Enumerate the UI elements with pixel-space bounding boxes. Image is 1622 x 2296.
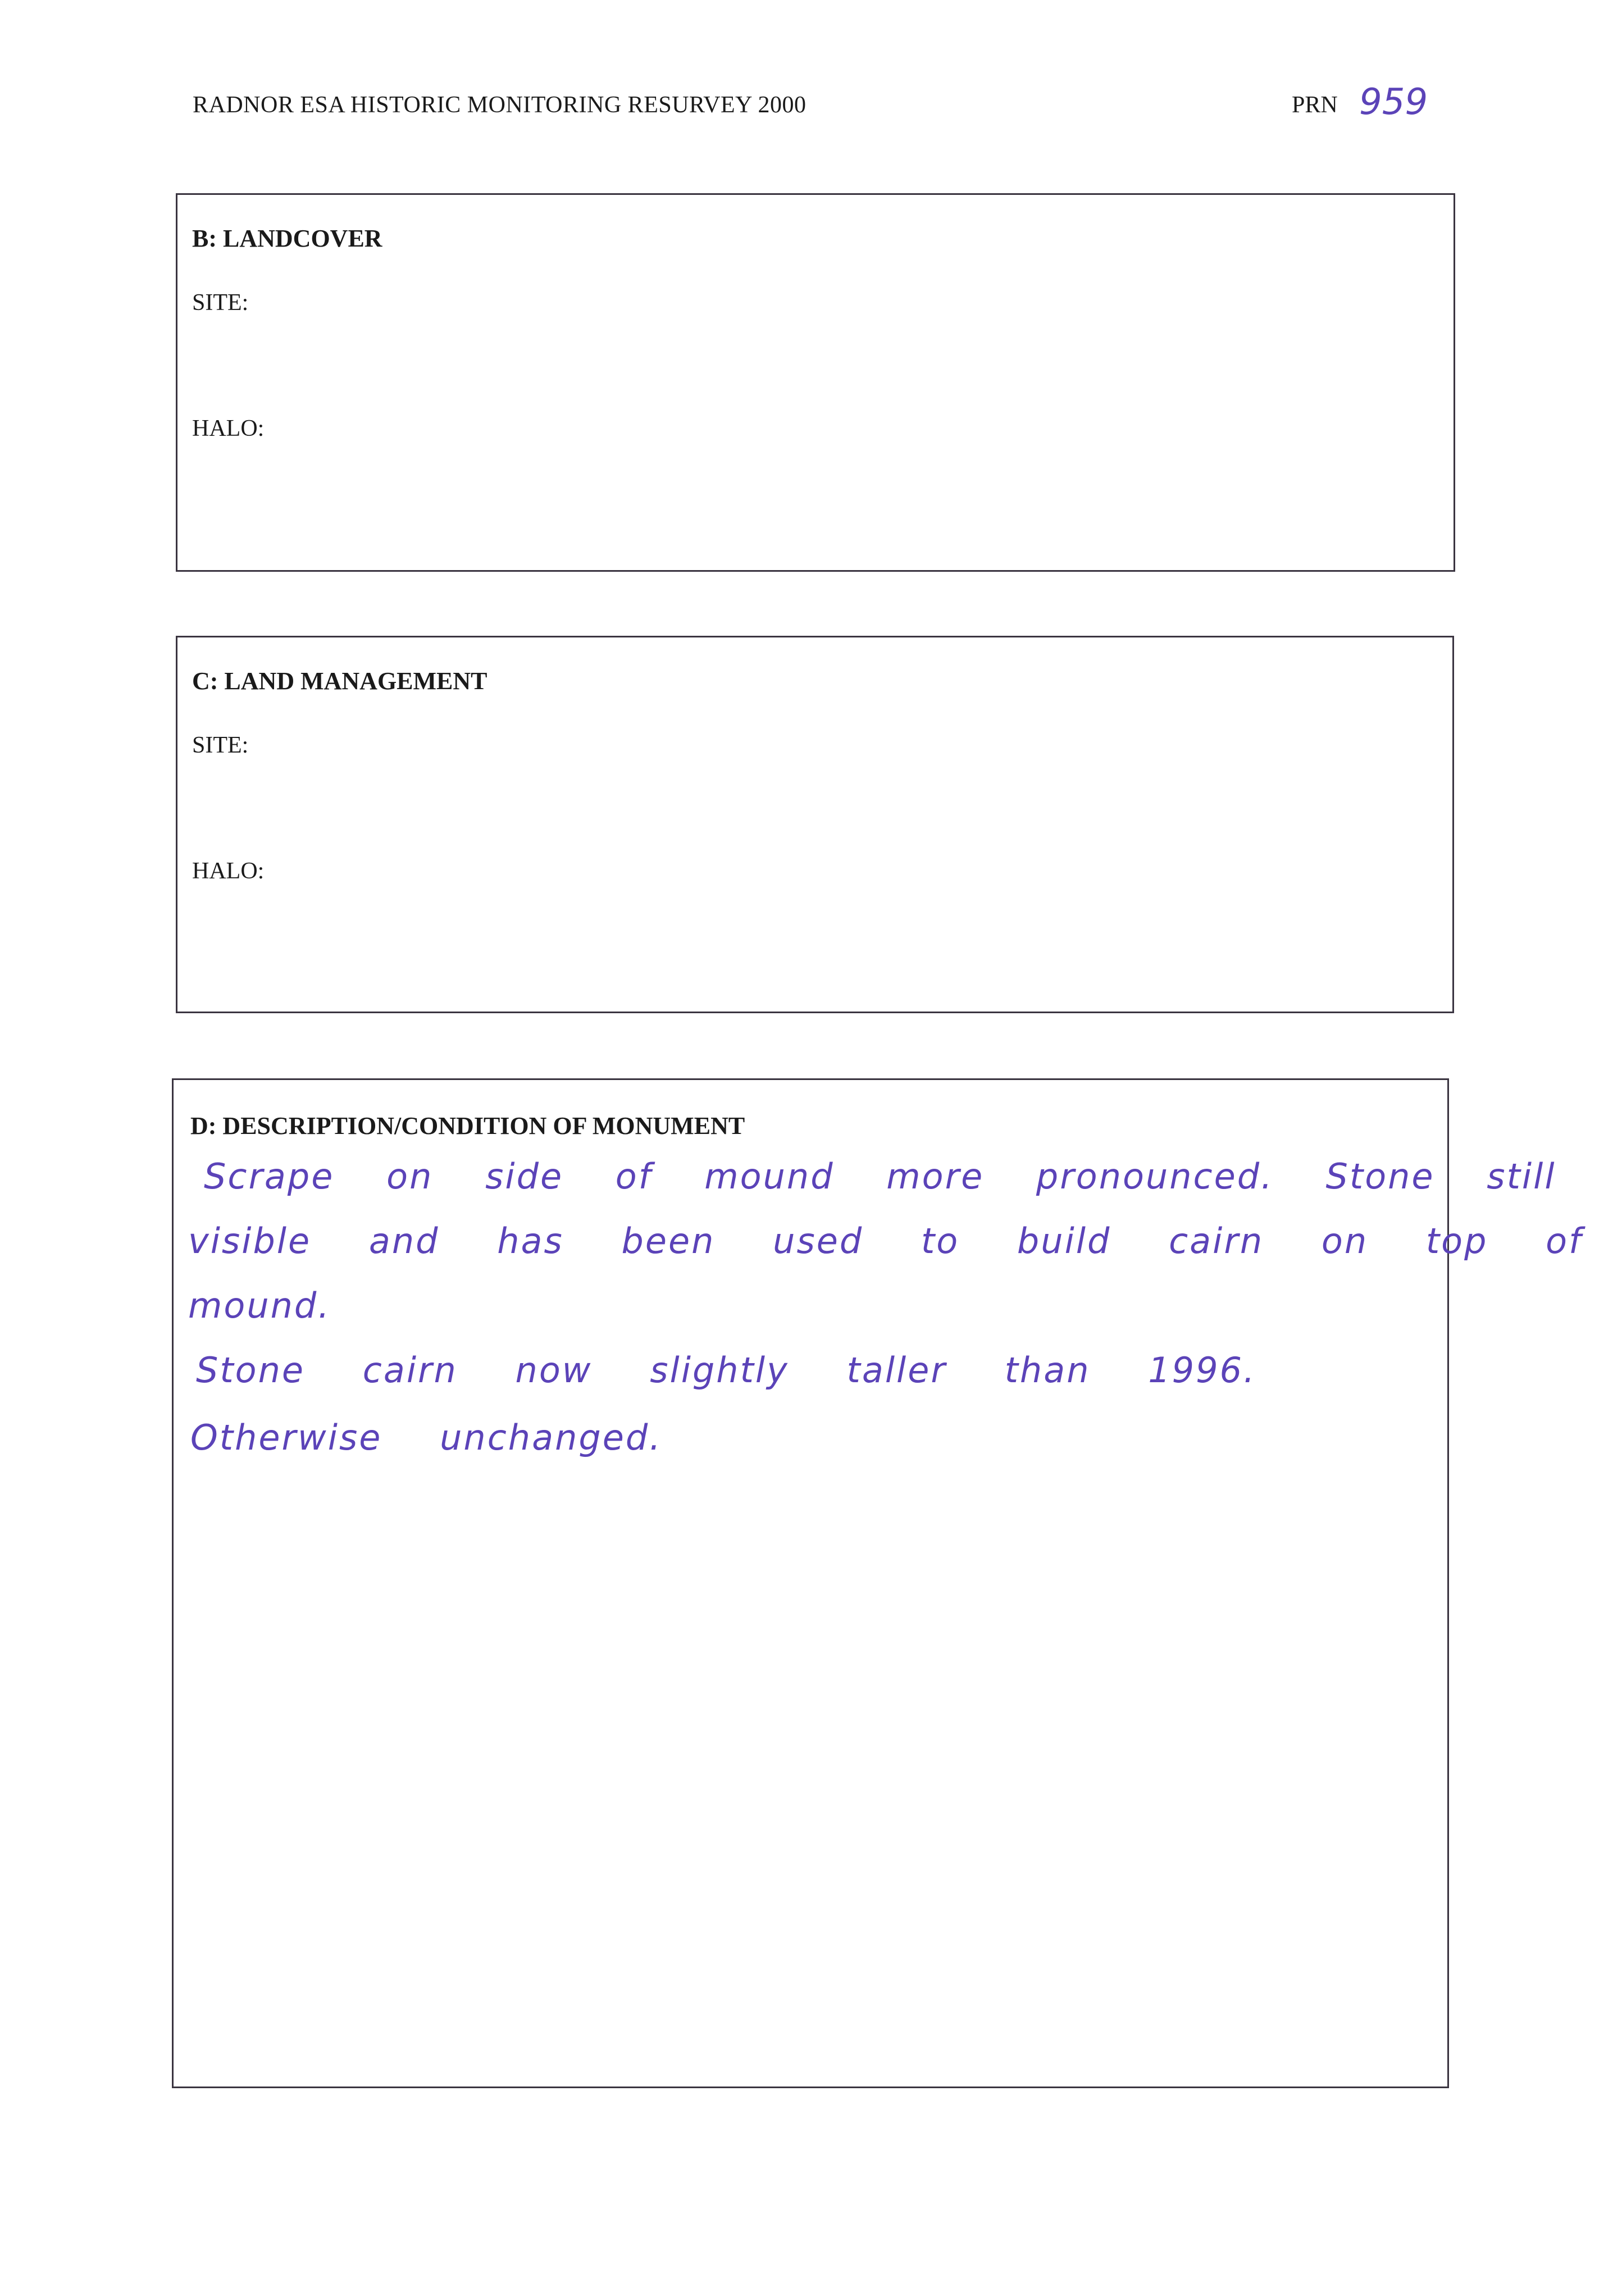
land-management-heading: C: LAND MANAGEMENT <box>192 667 487 695</box>
land-management-section <box>176 636 1454 1013</box>
form-title: RADNOR ESA HISTORIC MONITORING RESURVEY 2000 <box>193 92 807 118</box>
handwritten-note-line: Otherwise unchanged. <box>190 1417 662 1458</box>
land-management-site-label: SITE: <box>192 732 249 758</box>
landcover-heading: B: LANDCOVER <box>192 225 382 252</box>
prn-handwritten-value: 959 <box>1359 81 1428 123</box>
handwritten-note-line: Stone cairn now slightly taller than 1996. <box>196 1350 1256 1391</box>
description-condition-heading: D: DESCRIPTION/CONDITION OF MONUMENT <box>190 1112 745 1140</box>
description-condition-section <box>172 1078 1583 2088</box>
landcover-halo-label: HALO: <box>192 416 265 441</box>
land-management-halo-label: HALO: <box>192 858 265 884</box>
handwritten-note-line: mound. <box>188 1285 331 1326</box>
landcover-section <box>176 193 1455 572</box>
handwritten-note-line: Scrape on side of mound more pronounced. Stone still <box>204 1156 1556 1197</box>
landcover-site-label: SITE: <box>192 290 249 316</box>
handwritten-note-line: visible and has been used to build cairn on top of <box>188 1220 1583 1261</box>
prn-label: PRN <box>1292 92 1338 118</box>
